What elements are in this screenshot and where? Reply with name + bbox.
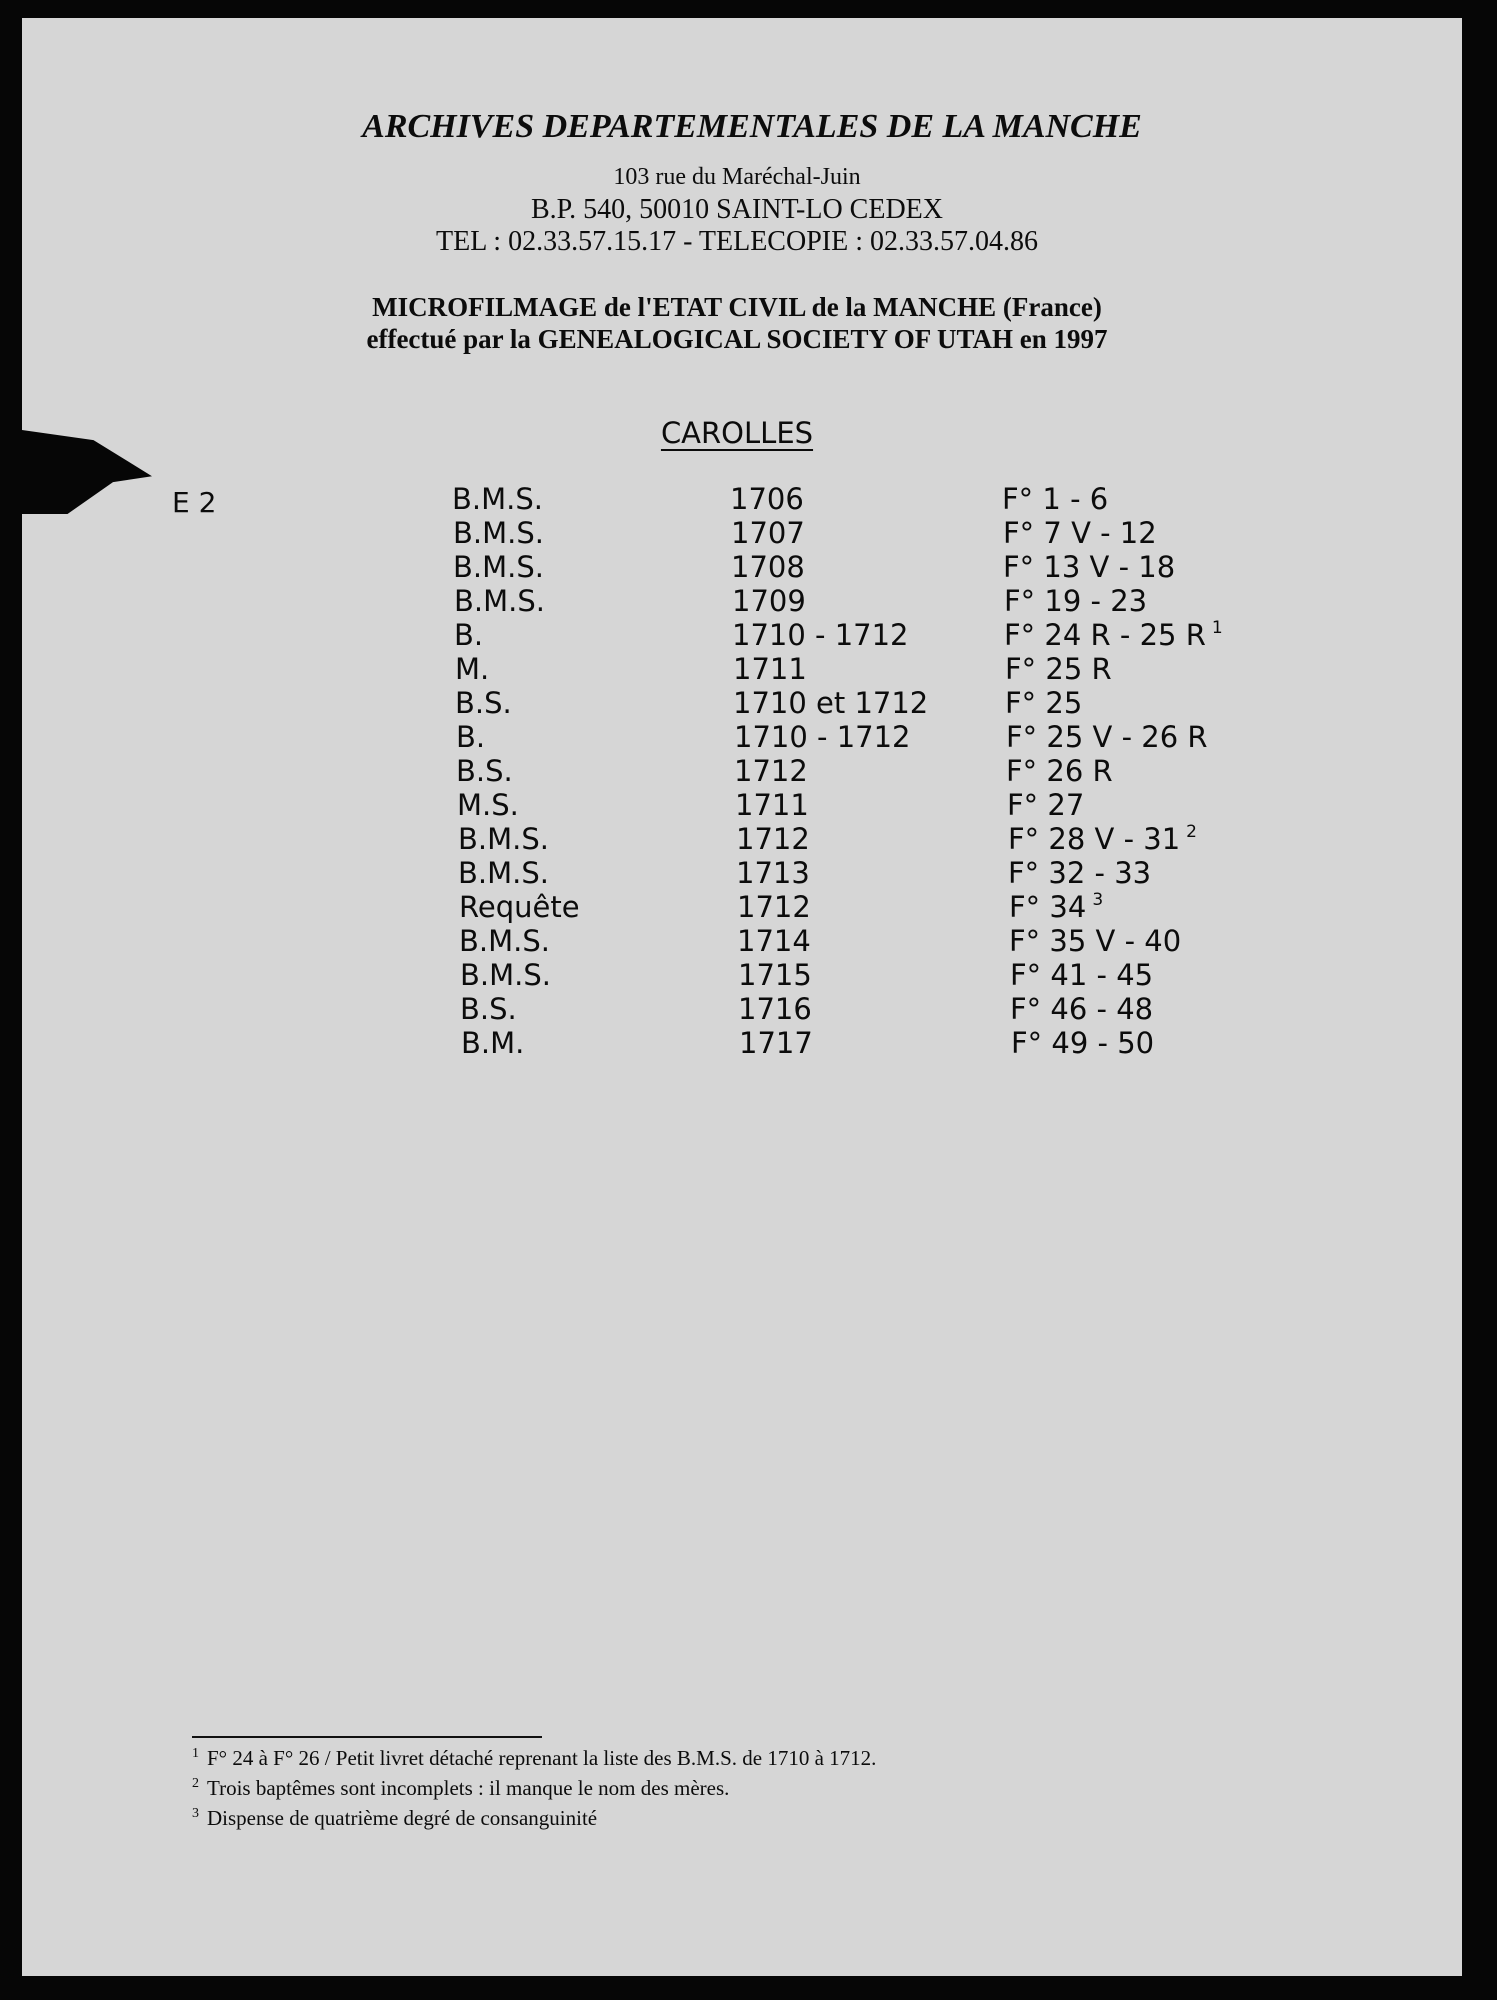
register-folio	[1009, 924, 1181, 958]
table-row	[22, 958, 1462, 992]
document-page	[22, 18, 1462, 1976]
archive-title: ARCHIVES DEPARTEMENTALES DE LA MANCHE	[362, 108, 1142, 145]
table-row	[22, 754, 1462, 788]
folio-text: F° 49 - 50	[1011, 1026, 1155, 1060]
register-type: B.S.	[456, 754, 513, 788]
footnote-ref: 1	[1211, 618, 1223, 638]
footnote-ref: 3	[1092, 890, 1104, 910]
register-year: 1714	[737, 924, 811, 958]
register-type: M.S.	[457, 788, 519, 822]
subtitle-line-2: effectué par la GENEALOGICAL SOCIETY OF UTAH en 1997	[366, 324, 1108, 354]
commune-name: CAROLLES	[660, 416, 814, 450]
register-type: B.M.S.	[453, 550, 544, 584]
footnote-separator	[192, 1736, 542, 1738]
register-type: B.S.	[460, 992, 517, 1026]
register-year: 1715	[738, 958, 812, 992]
register-year: 1711	[735, 788, 809, 822]
footnote-text: Dispense de quatrième degré de consanguinité	[207, 1806, 598, 1830]
folio-text: F° 13 V - 18	[1003, 550, 1176, 584]
register-type: B.M.S.	[458, 822, 549, 856]
phone-line: TEL : 02.33.57.15.17 - TELECOPIE : 02.33.57.04.86	[436, 226, 1038, 257]
register-type: B.M.S.	[454, 584, 545, 618]
folio-text: F° 7 V - 12	[1003, 516, 1157, 550]
register-year: 1712	[734, 754, 808, 788]
table-row	[22, 720, 1462, 754]
table-row	[22, 924, 1462, 958]
register-folio	[1006, 720, 1208, 754]
archive-reference: E 2	[172, 486, 217, 519]
footnote-text: Trois baptêmes sont incomplets : il manque le nom des mères.	[207, 1776, 730, 1800]
register-year: 1709	[732, 584, 806, 618]
register-type: M.	[455, 652, 490, 686]
register-folio	[1009, 890, 1103, 924]
register-folio	[1004, 584, 1147, 618]
register-folio	[1008, 822, 1197, 856]
footnote	[192, 1806, 597, 1831]
register-folio	[1011, 1026, 1154, 1060]
register-folio	[1005, 652, 1112, 686]
register-year: 1716	[738, 992, 812, 1026]
table-row	[22, 516, 1462, 550]
table-row	[22, 652, 1462, 686]
folio-text: F° 1 - 6	[1002, 482, 1109, 516]
folio-text: F° 28 V - 31	[1008, 822, 1181, 856]
footnote-text: F° 24 à F° 26 / Petit livret détaché reprenant la liste des B.M.S. de 1710 à 1712.	[207, 1746, 877, 1770]
register-type: B.	[454, 618, 484, 652]
footnote-number: 3	[192, 1806, 199, 1821]
register-year: 1707	[731, 516, 805, 550]
footnote	[192, 1776, 729, 1801]
folio-text: F° 25	[1005, 686, 1083, 720]
folio-text: F° 32 - 33	[1008, 856, 1152, 890]
table-row	[22, 822, 1462, 856]
footnote-ref: 2	[1186, 822, 1197, 842]
register-type: Requête	[459, 890, 580, 924]
register-type: B.M.	[461, 1026, 525, 1060]
postal-line: B.P. 540, 50010 SAINT-LO CEDEX	[531, 194, 943, 225]
table-row	[22, 992, 1462, 1026]
footnote-number: 2	[192, 1776, 199, 1791]
table-row	[22, 1026, 1462, 1060]
register-folio	[1003, 550, 1175, 584]
register-year: 1713	[736, 856, 810, 890]
register-type: B.S.	[455, 686, 512, 720]
register-folio	[1006, 754, 1113, 788]
register-year: 1706	[730, 482, 804, 516]
folio-text: F° 41 - 45	[1010, 958, 1154, 992]
footnote	[192, 1746, 876, 1771]
table-row	[22, 856, 1462, 890]
table-row	[22, 788, 1462, 822]
register-year: 1712	[736, 822, 810, 856]
subtitle-line-1: MICROFILMAGE de l'ETAT CIVIL de la MANCHE (France)	[372, 292, 1102, 322]
register-year: 1710 - 1712	[732, 618, 909, 652]
register-folio	[1002, 482, 1108, 516]
footnote-number: 1	[192, 1746, 199, 1761]
table-row	[22, 890, 1462, 924]
address-line: 103 rue du Maréchal-Juin	[613, 164, 861, 190]
table-row	[22, 584, 1462, 618]
register-folio	[1003, 516, 1157, 550]
register-year: 1710 - 1712	[734, 720, 911, 754]
folio-text: F° 25 R	[1005, 652, 1112, 686]
register-year: 1711	[733, 652, 807, 686]
register-year: 1717	[739, 1026, 813, 1060]
register-folio	[1010, 992, 1153, 1026]
table-row	[22, 482, 1462, 516]
table-row	[22, 618, 1462, 652]
folio-text: F° 26 R	[1006, 754, 1113, 788]
folio-text: F° 24 R - 25 R	[1004, 618, 1206, 652]
register-year: 1712	[737, 890, 811, 924]
register-year: 1710 et 1712	[733, 686, 929, 720]
register-type: B.M.S.	[459, 924, 550, 958]
register-type: B.M.S.	[460, 958, 551, 992]
table-row	[22, 686, 1462, 720]
table-row	[22, 550, 1462, 584]
register-folio	[1007, 788, 1084, 822]
commune-heading	[22, 416, 1452, 450]
register-type: B.M.S.	[458, 856, 549, 890]
register-folio	[1008, 856, 1151, 890]
folio-text: F° 46 - 48	[1010, 992, 1154, 1026]
folio-text: F° 34	[1009, 890, 1087, 924]
folio-text: F° 25 V - 26 R	[1006, 720, 1208, 754]
register-folio	[1004, 618, 1223, 652]
folio-text: F° 19 - 23	[1004, 584, 1148, 618]
folio-text: F° 35 V - 40	[1009, 924, 1182, 958]
register-folio	[1005, 686, 1082, 720]
register-type: B.M.S.	[452, 482, 543, 516]
register-type: B.	[456, 720, 486, 754]
folio-text: F° 27	[1007, 788, 1085, 822]
register-year: 1708	[731, 550, 805, 584]
register-folio	[1010, 958, 1153, 992]
register-type: B.M.S.	[453, 516, 544, 550]
